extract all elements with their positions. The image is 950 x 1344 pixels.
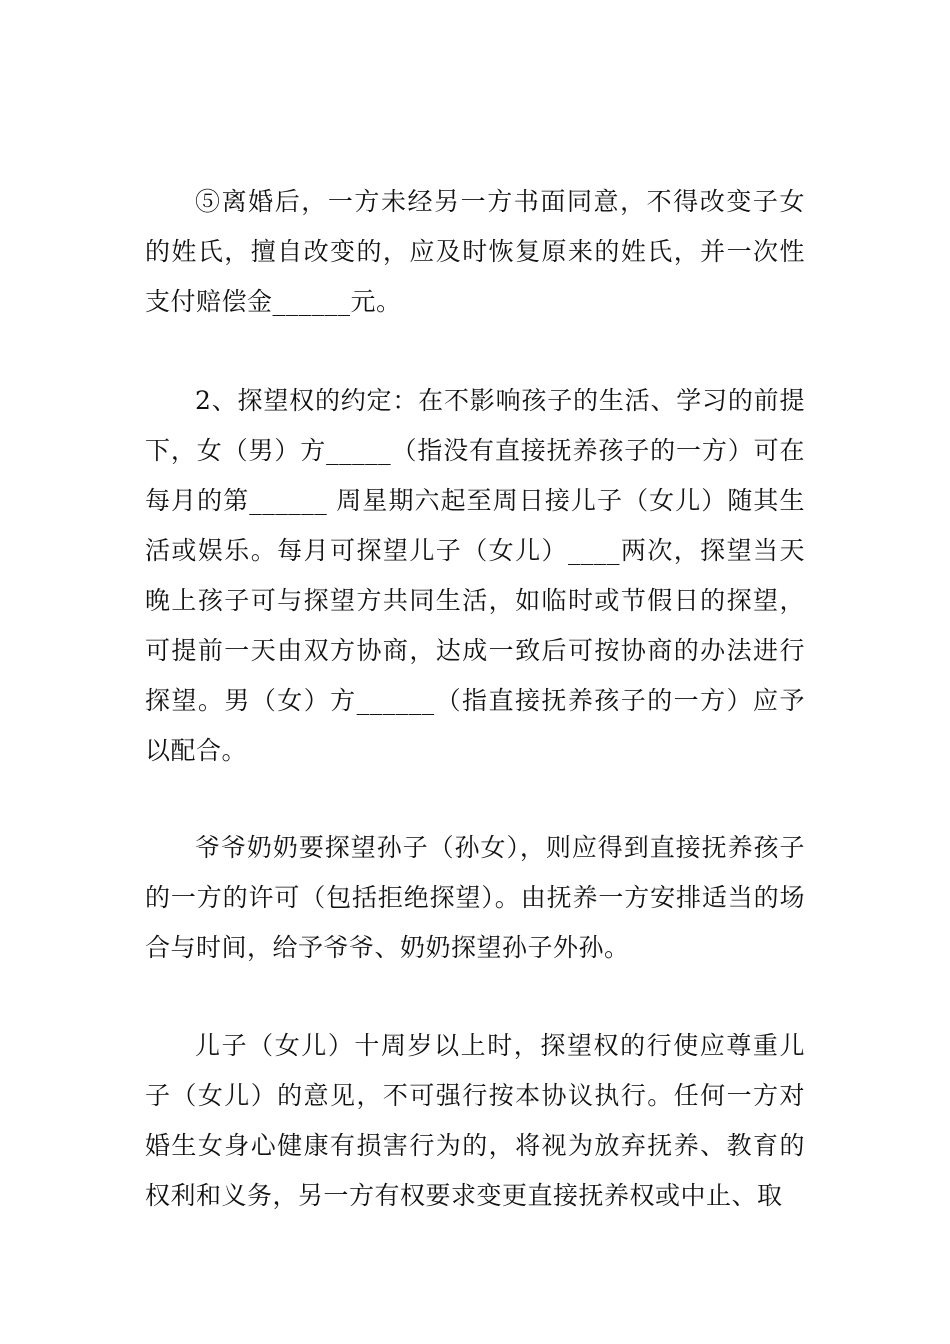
paragraph-grandparents-visitation: 爷爷奶奶要探望孙子（孙女），则应得到直接抚养孩子的一方的许可（包括拒绝探望）。由抚养一方安排适当的场合与时间，给予爷爷、奶奶探望孙子外孙。 (145, 833, 805, 962)
paragraph-surname-clause: ⑤离婚后，一方未经另一方书面同意，不得改变子女的姓氏，擅自改变的，应及时恢复原来的姓氏，并一次性支付赔偿金______元。 (145, 187, 805, 316)
paragraph-visitation-rights: 2、探望权的约定：在不影响孩子的生活、学习的前提下，女（男）方_____（指没有直接抚养孩子的一方）可在每月的第______ 周星期六起至周日接儿子（女儿）随其生活或娱乐。每月可探望儿子（女儿）____两次，探望当天晚上孩子可与探望方共同生活，如临时或节假日的探望，可提前一天由双方协商，达成一致后可按协商的办法进行探望。男（女）方______（指直接抚养孩子的一方）应予以配合。 (145, 386, 805, 765)
paragraph-child-opinion: 儿子（女儿）十周岁以上时，探望权的行使应尊重儿子（女儿）的意见，不可强行按本协议执行。任何一方对婚生女身心健康有损害行为的，将视为放弃抚养、教育的权利和义务，另一方有权要求变更直接抚养权或中止、取 (145, 1031, 805, 1210)
